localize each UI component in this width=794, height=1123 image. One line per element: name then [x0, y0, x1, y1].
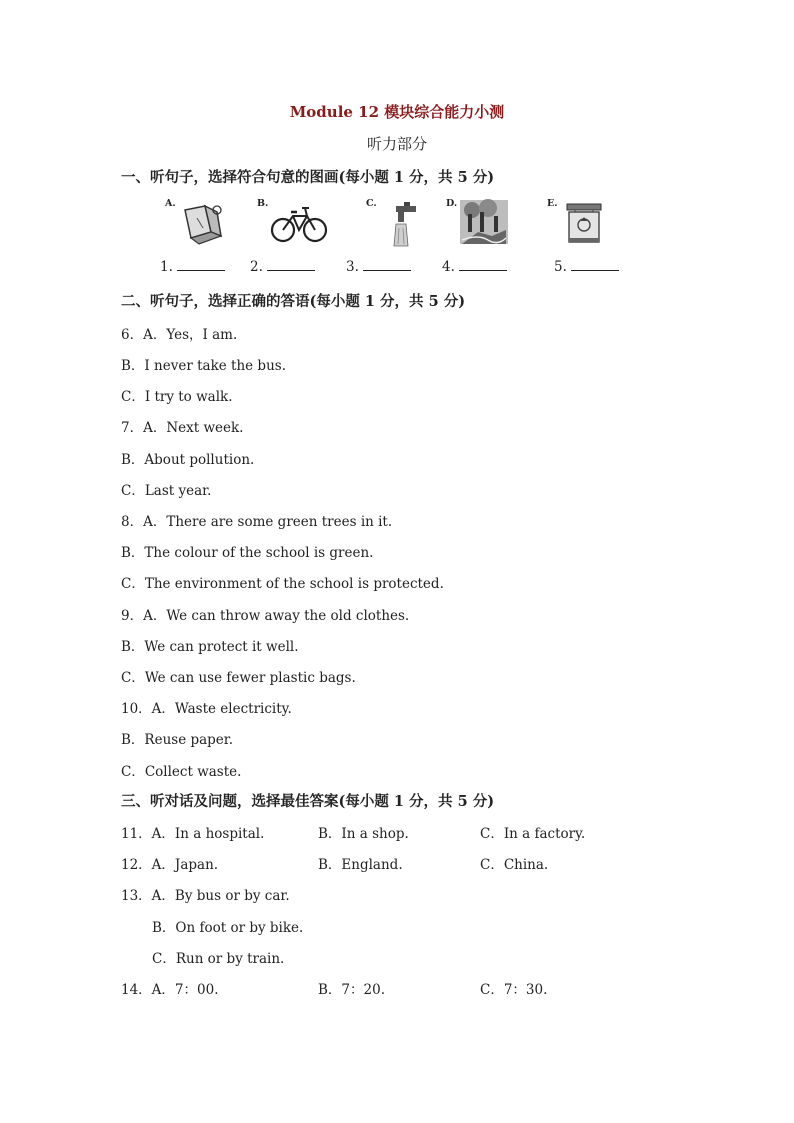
picture-c — [366, 198, 436, 248]
answer-blank-1[interactable]: 1. — [160, 258, 225, 275]
option-line: B．I never take the bus. — [121, 358, 286, 374]
picture-label: A. — [165, 198, 176, 209]
q14-option-a: 14．A．7：00. — [121, 982, 219, 998]
picture-e — [547, 198, 617, 248]
section-1-heading: 一、听句子，选择符合句意的图画(每小题 1 分，共 5 分) — [121, 169, 495, 186]
picture-label: E. — [547, 198, 558, 209]
q11-option-c: C．In a factory. — [480, 826, 586, 842]
option-line: C．The environment of the school is protected. — [121, 576, 444, 592]
picture-label: C. — [366, 198, 377, 209]
q14-option-b: B．7：20. — [318, 982, 385, 998]
option-line: C．We can use fewer plastic bags. — [121, 670, 356, 686]
picture-label: B. — [257, 198, 269, 209]
page-subtitle: 听力部分 — [366, 135, 427, 153]
q11-option-b: B．In a shop. — [318, 826, 409, 842]
picture-b — [257, 198, 327, 248]
option-line: 8．A．There are some green trees in it. — [121, 514, 393, 530]
option-line: B．The colour of the school is green. — [121, 545, 374, 561]
option-line: 10．A．Waste electricity. — [121, 701, 292, 717]
option-line: B．About pollution. — [121, 452, 255, 468]
factory-pollution-icon — [458, 198, 510, 248]
option-line: 9．A．We can throw away the old clothes. — [121, 608, 410, 624]
option-line: 7．A．Next week. — [121, 420, 244, 436]
answer-blank-3[interactable]: 3. — [346, 258, 411, 275]
q14-option-c: C．7：30. — [480, 982, 548, 998]
q13-option-a: 13．A．By bus or by car. — [121, 888, 290, 904]
section-2-heading: 二、听句子，选择正确的答语(每小题 1 分，共 5 分) — [121, 293, 466, 310]
q12-option-a: 12．A．Japan. — [121, 857, 219, 873]
q13-option-b: B．On foot or by bike. — [152, 920, 304, 936]
option-line: C．I try to walk. — [121, 389, 233, 405]
answer-blank-2[interactable]: 2. — [250, 258, 315, 275]
box-icon — [177, 198, 227, 248]
q13-option-c: C．Run or by train. — [152, 951, 285, 967]
option-line: B．Reuse paper. — [121, 732, 234, 748]
option-line: 6．A．Yes，I am. — [121, 327, 238, 343]
answer-blank-4[interactable]: 4. — [442, 258, 507, 275]
option-line: B．We can protect it well. — [121, 639, 299, 655]
q12-option-c: C．China. — [480, 857, 549, 873]
bicycle-icon — [269, 198, 329, 248]
q12-option-b: B．England. — [318, 857, 403, 873]
picture-label: D. — [446, 198, 458, 209]
picture-a — [165, 198, 235, 248]
tap-icon — [378, 198, 428, 248]
option-line: C．Collect waste. — [121, 764, 242, 780]
option-line: C．Last year. — [121, 483, 212, 499]
section-3-heading: 三、听对话及问题，选择最佳答案(每小题 1 分，共 5 分) — [121, 793, 495, 810]
q11-option-a: 11．A．In a hospital. — [121, 826, 265, 842]
answer-blank-5[interactable]: 5. — [554, 258, 619, 275]
page-title: Module 12 模块综合能力小测 — [289, 103, 505, 121]
recycle-bin-icon — [559, 198, 609, 248]
picture-d — [446, 198, 516, 248]
